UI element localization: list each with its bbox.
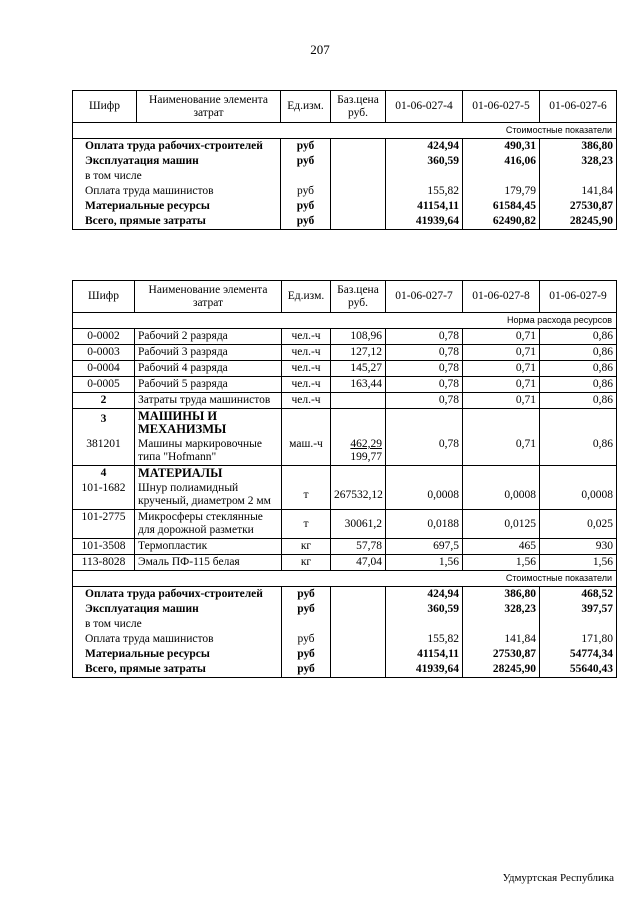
- group-title: МАТЕРИАЛЫ: [135, 466, 282, 482]
- header-unit: Ед.изм.: [282, 281, 331, 313]
- row-unit: маш.-ч: [282, 437, 331, 466]
- row-name: Рабочий 3 разряда: [135, 345, 282, 361]
- row-value: [540, 169, 617, 184]
- table2-section-row: [73, 571, 617, 587]
- row-unit: руб: [282, 647, 331, 662]
- material-row: [73, 555, 617, 571]
- row-name: Оплата труда рабочих-строителей: [73, 587, 282, 603]
- row-value: 386,80: [540, 139, 617, 155]
- row-unit: кг: [282, 539, 331, 555]
- row-name: Материальные ресурсы: [73, 199, 281, 214]
- row-unit: чел.-ч: [282, 345, 331, 361]
- row-value: 0,86: [540, 393, 617, 409]
- row-value: 0,0188: [386, 510, 463, 539]
- row-value: 41939,64: [386, 662, 463, 678]
- row-value: 41154,11: [386, 647, 463, 662]
- header-code: Шифр: [73, 281, 135, 313]
- row-value: 0,78: [386, 393, 463, 409]
- group-code: 3: [73, 409, 135, 438]
- row-unit: т: [282, 481, 331, 510]
- row-unit: руб: [282, 662, 331, 678]
- row-value: 0,86: [540, 437, 617, 466]
- row-name: Затраты труда машинистов: [135, 393, 282, 409]
- row-unit: кг: [282, 555, 331, 571]
- row-unit: руб: [282, 602, 331, 617]
- row-value: 155,82: [386, 632, 463, 647]
- header-name: Наименование элемента затрат: [137, 91, 281, 123]
- row-value: 0,71: [463, 329, 540, 345]
- table1-header-row: [73, 91, 617, 123]
- row-unit: руб: [281, 184, 331, 199]
- row-price: 127,12: [331, 345, 386, 361]
- row-name: Всего, прямые затраты: [73, 662, 282, 678]
- row-value: 424,94: [386, 587, 463, 603]
- header-code-col-1: 01-06-027-4: [386, 91, 463, 123]
- row-value: 360,59: [386, 154, 463, 169]
- price-bottom: 199,77: [350, 451, 382, 463]
- row-name: Микросферы стеклянные для дорожной разметки: [135, 510, 282, 539]
- row-value: 1,56: [386, 555, 463, 571]
- page-number: 207: [310, 42, 330, 57]
- cost-row: [73, 602, 617, 617]
- table1-section-row: [73, 123, 617, 139]
- cost-table-2: [72, 280, 617, 678]
- row-unit: руб: [282, 632, 331, 647]
- empty-cell: [540, 409, 617, 438]
- row-name: в том числе: [73, 169, 281, 184]
- row-name: Эксплуатация машин: [73, 154, 281, 169]
- row-value: 28245,90: [540, 214, 617, 230]
- row-unit: чел.-ч: [282, 393, 331, 409]
- row-value: [463, 169, 540, 184]
- cost-row: [73, 169, 617, 184]
- row-value: 141,84: [540, 184, 617, 199]
- row-value: 0,78: [386, 437, 463, 466]
- row-value: 0,71: [463, 437, 540, 466]
- row-price: [331, 393, 386, 409]
- row-value: 155,82: [386, 184, 463, 199]
- row-price: [331, 632, 386, 647]
- row-value: 328,23: [540, 154, 617, 169]
- cost-row: [73, 632, 617, 647]
- row-value: 61584,45: [463, 199, 540, 214]
- header-code-col-1: 01-06-027-7: [386, 281, 463, 313]
- cost-row: [73, 617, 617, 632]
- row-name: Оплата труда машинистов: [73, 184, 281, 199]
- row-name: Материальные ресурсы: [73, 647, 282, 662]
- row-value: [540, 617, 617, 632]
- row-code: 381201: [73, 437, 135, 466]
- operators-row: [73, 393, 617, 409]
- row-price: [331, 617, 386, 632]
- row-unit: руб: [281, 139, 331, 155]
- row-price: 267532,12: [331, 481, 386, 510]
- cost-table-1: [72, 90, 617, 230]
- row-value: 179,79: [463, 184, 540, 199]
- row-value: 0,78: [386, 361, 463, 377]
- cost-row: [73, 139, 617, 155]
- header-code-col-3: 01-06-027-9: [540, 281, 617, 313]
- row-value: 0,78: [386, 345, 463, 361]
- row-price: 57,78: [331, 539, 386, 555]
- row-code: 0-0003: [73, 345, 135, 361]
- row-price: 163,44: [331, 377, 386, 393]
- row-price: [331, 154, 386, 169]
- row-code: 0-0004: [73, 361, 135, 377]
- row-code: 0-0002: [73, 329, 135, 345]
- worker-row: [73, 377, 617, 393]
- row-code: 0-0005: [73, 377, 135, 393]
- row-code: 113-8028: [73, 555, 135, 571]
- material-row: [73, 481, 617, 510]
- row-value: 62490,82: [463, 214, 540, 230]
- row-value: 41154,11: [386, 199, 463, 214]
- row-price: 47,04: [331, 555, 386, 571]
- row-value: 328,23: [463, 602, 540, 617]
- table2-norm-row: [73, 313, 617, 329]
- row-value: 0,78: [386, 377, 463, 393]
- row-value: [386, 617, 463, 632]
- row-name: в том числе: [73, 617, 282, 632]
- row-value: 468,52: [540, 587, 617, 603]
- empty-cell: [386, 409, 463, 438]
- row-value: 360,59: [386, 602, 463, 617]
- row-unit: чел.-ч: [282, 377, 331, 393]
- row-value: 28245,90: [463, 662, 540, 678]
- row-price: [331, 587, 386, 603]
- row-name: Всего, прямые затраты: [73, 214, 281, 230]
- empty-cell: [331, 409, 386, 438]
- row-unit: руб: [281, 214, 331, 230]
- row-value: [463, 617, 540, 632]
- material-row: [73, 510, 617, 539]
- row-price: [331, 199, 386, 214]
- row-value: 55640,43: [540, 662, 617, 678]
- header-code-col-3: 01-06-027-6: [540, 91, 617, 123]
- row-code: 101-3508: [73, 539, 135, 555]
- empty-cell: [463, 409, 540, 438]
- section-label: Стоимостные показатели: [73, 571, 617, 587]
- cost-row: [73, 662, 617, 678]
- row-value: 171,80: [540, 632, 617, 647]
- empty-cell: [386, 466, 463, 482]
- row-value: 424,94: [386, 139, 463, 155]
- row-name: Рабочий 2 разряда: [135, 329, 282, 345]
- row-value: 930: [540, 539, 617, 555]
- row-code: 101-2775: [73, 510, 135, 539]
- row-price: [331, 602, 386, 617]
- row-value: 0,86: [540, 329, 617, 345]
- table2-header-row: [73, 281, 617, 313]
- row-value: 0,86: [540, 377, 617, 393]
- row-value: 397,57: [540, 602, 617, 617]
- material-row: [73, 539, 617, 555]
- footer-region: Удмуртская Республика: [502, 872, 614, 884]
- row-value: 490,31: [463, 139, 540, 155]
- row-value: 1,56: [463, 555, 540, 571]
- row-value: 0,71: [463, 345, 540, 361]
- row-value: 0,86: [540, 345, 617, 361]
- row-value: 0,0125: [463, 510, 540, 539]
- row-name: Рабочий 4 разряда: [135, 361, 282, 377]
- header-unit: Ед.изм.: [281, 91, 331, 123]
- cost-row: [73, 184, 617, 199]
- header-code: Шифр: [73, 91, 137, 123]
- row-value: 27530,87: [540, 199, 617, 214]
- row-value: 54774,34: [540, 647, 617, 662]
- row-value: 1,56: [540, 555, 617, 571]
- row-name: Эмаль ПФ-115 белая: [135, 555, 282, 571]
- row-name: Оплата труда рабочих-строителей: [73, 139, 281, 155]
- norm-label: Норма расхода ресурсов: [73, 313, 617, 329]
- row-value: 0,78: [386, 329, 463, 345]
- header-code-col-2: 01-06-027-8: [463, 281, 540, 313]
- row-price: [331, 139, 386, 155]
- row-value: 386,80: [463, 587, 540, 603]
- machines-group-row: [73, 409, 617, 438]
- row-unit: т: [282, 510, 331, 539]
- row-price: 30061,2: [331, 510, 386, 539]
- row-value: 0,025: [540, 510, 617, 539]
- cost-row: [73, 199, 617, 214]
- row-value: 0,71: [463, 393, 540, 409]
- row-unit: [281, 169, 331, 184]
- row-value: 141,84: [463, 632, 540, 647]
- row-name: Машины маркировочные типа "Hofmann": [135, 437, 282, 466]
- row-value: 0,0008: [463, 481, 540, 510]
- row-value: [386, 169, 463, 184]
- row-value: 0,0008: [540, 481, 617, 510]
- row-value: 0,86: [540, 361, 617, 377]
- row-value: 416,06: [463, 154, 540, 169]
- section-label: Стоимостные показатели: [73, 123, 617, 139]
- row-price: [331, 647, 386, 662]
- row-unit: [282, 617, 331, 632]
- machine-item-row: [73, 437, 617, 466]
- empty-cell: [540, 466, 617, 482]
- row-value: 0,71: [463, 377, 540, 393]
- row-code: 101-1682: [73, 481, 135, 510]
- row-value: 27530,87: [463, 647, 540, 662]
- empty-cell: [463, 466, 540, 482]
- row-price: 145,27: [331, 361, 386, 377]
- empty-cell: [331, 466, 386, 482]
- worker-row: [73, 361, 617, 377]
- header-base-price: Баз.цена руб.: [331, 91, 386, 123]
- worker-row: [73, 329, 617, 345]
- header-base-price: Баз.цена руб.: [331, 281, 386, 313]
- cost-row: [73, 647, 617, 662]
- row-value: 465: [463, 539, 540, 555]
- row-value: 41939,64: [386, 214, 463, 230]
- header-name: Наименование элемента затрат: [135, 281, 282, 313]
- row-name: Термопластик: [135, 539, 282, 555]
- empty-cell: [282, 466, 331, 482]
- row-value: 0,71: [463, 361, 540, 377]
- row-unit: руб: [281, 154, 331, 169]
- row-unit: руб: [281, 199, 331, 214]
- cost-row: [73, 214, 617, 230]
- row-name: Шнур полиамидный крученый, диаметром 2 мм: [135, 481, 282, 510]
- row-value: 0,0008: [386, 481, 463, 510]
- empty-cell: [282, 409, 331, 438]
- row-name: Рабочий 5 разряда: [135, 377, 282, 393]
- group-code: 4: [73, 466, 135, 482]
- row-price: [331, 214, 386, 230]
- row-price: [331, 662, 386, 678]
- row-name: Оплата труда машинистов: [73, 632, 282, 647]
- row-price: [331, 437, 386, 466]
- row-name: Эксплуатация машин: [73, 602, 282, 617]
- row-unit: руб: [282, 587, 331, 603]
- row-unit: чел.-ч: [282, 361, 331, 377]
- price-top: 462,29: [350, 438, 382, 450]
- row-value: 697,5: [386, 539, 463, 555]
- header-code-col-2: 01-06-027-5: [463, 91, 540, 123]
- row-unit: чел.-ч: [282, 329, 331, 345]
- cost-row: [73, 587, 617, 603]
- row-price: [331, 184, 386, 199]
- row-code: 2: [73, 393, 135, 409]
- row-price: 108,96: [331, 329, 386, 345]
- group-title: МАШИНЫ И МЕХАНИЗМЫ: [135, 409, 282, 438]
- cost-row: [73, 154, 617, 169]
- materials-group-row: [73, 466, 617, 482]
- worker-row: [73, 345, 617, 361]
- row-price: [331, 169, 386, 184]
